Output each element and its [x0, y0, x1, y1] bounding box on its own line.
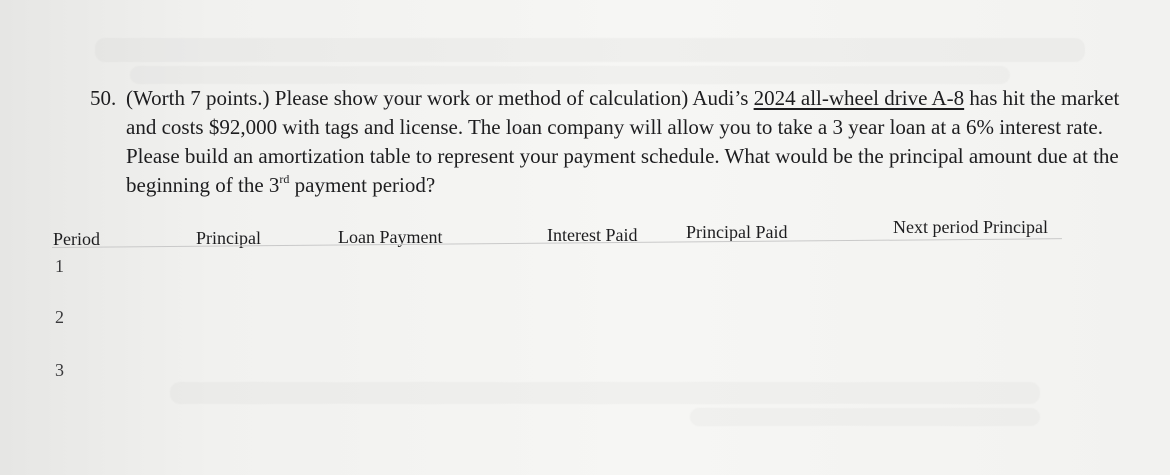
period-1: 1 — [55, 256, 64, 276]
bleed-through-bottom — [170, 382, 1040, 404]
header-principal: Principal — [196, 228, 261, 248]
ordinal-superscript: rd — [279, 172, 290, 186]
header-period: Period — [53, 229, 100, 249]
question-number: 50. — [90, 86, 117, 110]
bleed-through-top-2 — [130, 66, 1010, 84]
question-text-middle: has hit the market and costs $92,000 with tags and license. The loan company will allow you to take a 3 year loan at a 6% interest rate. Please build an amortization table to represent your payment schedule. What would be the principal amount due at the beginning of the 3 — [126, 86, 1120, 197]
period-3: 3 — [55, 360, 64, 380]
bleed-through-bottom-2 — [690, 408, 1040, 426]
question-text-after: payment period? — [289, 173, 436, 197]
period-2: 2 — [55, 307, 64, 327]
header-interest-paid: Interest Paid — [547, 225, 638, 245]
car-model-underlined: 2024 all-wheel drive A-8 — [753, 86, 965, 110]
header-loan-payment: Loan Payment — [338, 227, 443, 247]
header-principal-paid: Principal Paid — [686, 222, 788, 242]
question-text — [126, 84, 1120, 200]
header-next-period-principal: Next period Principal — [893, 217, 1048, 237]
question-text-before: (Worth 7 points.) Please show your work or method of calculation) Audi’s — [126, 86, 754, 110]
bleed-through-top — [95, 38, 1085, 62]
question-block — [90, 84, 1120, 200]
